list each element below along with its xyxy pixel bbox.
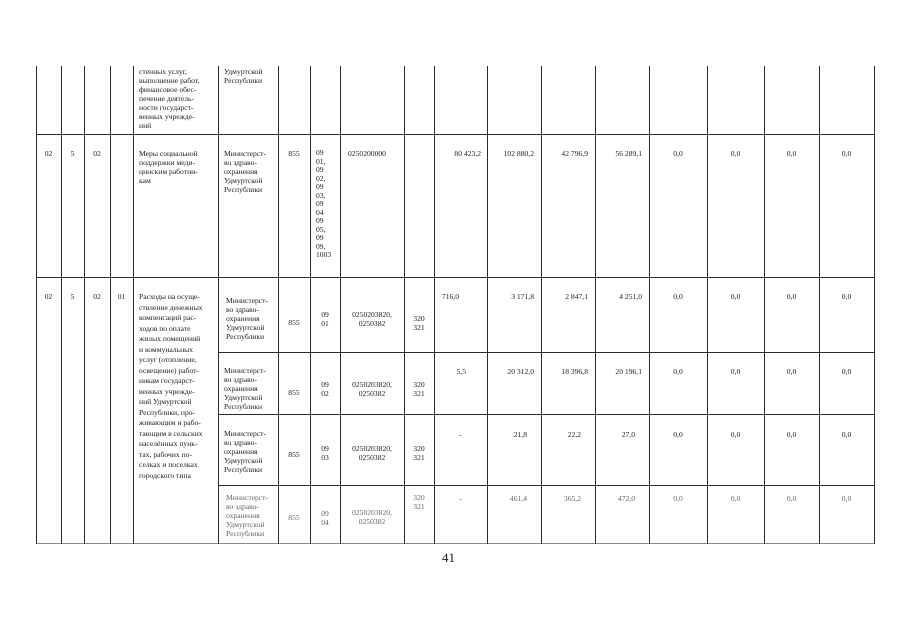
cell-name: Меры социальной поддержки меди- цинским работни- кам (139, 149, 198, 185)
grid-line (707, 66, 708, 544)
grid-line (434, 66, 435, 544)
cell-value: 461,4 (509, 494, 527, 503)
cell-value: 0,0 (841, 494, 852, 503)
grid-line (36, 277, 875, 278)
cell-value: 5,5 (456, 367, 466, 376)
grid-line (36, 134, 875, 135)
cell-value: 365,2 (563, 494, 581, 503)
cell-value: 0,0 (730, 494, 741, 503)
cell-csr: 0250200000 (348, 149, 386, 158)
cell-rzpr: 09 04 (321, 509, 329, 527)
cell-vr: 320 321 (413, 314, 425, 332)
grid-line (649, 66, 650, 544)
cell-m: 01 (117, 292, 126, 301)
grid-line (310, 66, 311, 544)
cell-value: 0,0 (673, 494, 683, 503)
cell-value: 0,0 (673, 292, 683, 301)
cell-grbs: 855 (288, 318, 300, 327)
cell-grbs: 855 (288, 513, 300, 522)
cell-value: 21,8 (513, 430, 527, 439)
cell-rzpr: 09 01 (321, 310, 329, 328)
cell-value: 0,0 (841, 149, 852, 158)
cell-vr: 320 321 (413, 380, 425, 398)
continuation-name: стенных услуг, выполнение работ, финансовое обес- печение деятель- ности государст- венных учрежде- ний (139, 67, 200, 130)
grid-line (218, 414, 875, 415)
cell-rzpr: 09 03 (321, 444, 329, 462)
grid-line (404, 66, 405, 544)
grid-line (84, 66, 85, 544)
cell-value: 0,0 (730, 292, 741, 301)
cell-value: 472,0 (617, 494, 635, 503)
cell-csr: 0250203820, 0250382 (352, 508, 392, 526)
cell-value: 0,0 (786, 149, 797, 158)
grid-line (218, 352, 875, 353)
grid-line (110, 66, 111, 544)
cell-value: 0,0 (673, 430, 683, 439)
cell-value: 56 289,1 (615, 149, 642, 158)
cell-gp: 02 (44, 292, 53, 301)
cell-value: 0,0 (730, 149, 741, 158)
continuation-executor: Удмуртской Республики (224, 67, 263, 85)
grid-line (764, 66, 765, 544)
cell-value: 102 880,2 (503, 149, 534, 158)
cell-value: 42 796,9 (561, 149, 588, 158)
grid-line (218, 485, 875, 486)
grid-line (36, 66, 37, 544)
grid-line (819, 66, 820, 544)
cell-value: 22,2 (567, 430, 581, 439)
cell-value: 27,0 (621, 430, 635, 439)
cell-value: 0,0 (730, 430, 741, 439)
cell-rzpr: 09 01, 09 02, 09 03, 09 04 09 05, 09 09, 1003 (316, 148, 332, 259)
cell-value: 2 847,1 (565, 292, 588, 301)
cell-value: 4 251,0 (619, 292, 642, 301)
page-number: 41 (442, 550, 455, 565)
cell-value: 0,0 (786, 292, 797, 301)
cell-grbs: 855 (288, 388, 300, 397)
cell-value: 0,0 (786, 430, 797, 439)
cell-pp: 5 (70, 149, 75, 158)
cell-vr: 320 321 (413, 444, 425, 462)
cell-om: 02 (93, 149, 101, 158)
cell-value: 0,0 (841, 292, 852, 301)
cell-value: - (459, 494, 462, 503)
cell-value: 0,0 (786, 494, 797, 503)
grid-line (541, 66, 542, 544)
cell-value: 20 312,0 (507, 367, 534, 376)
cell-executor: Министерст- во здраво- охранения Удмуртской Республики (224, 366, 267, 411)
cell-value: 80 423,2 (454, 149, 481, 158)
cell-csr: 0250203820, 0250382 (352, 380, 392, 398)
cell-value: 0,0 (841, 430, 852, 439)
cell-value: 0,0 (730, 367, 741, 376)
cell-executor: Министерст- во здраво- охранения Удмуртской Республики (226, 296, 269, 341)
cell-grbs: 855 (288, 149, 300, 158)
cell-rzpr: 09 02 (321, 380, 329, 398)
cell-value: 3 171,8 (511, 292, 534, 301)
grid-line (595, 66, 596, 544)
cell-csr: 0250203820, 0250382 (352, 444, 392, 462)
cell-value: 0,0 (786, 367, 797, 376)
cell-value: 0,0 (841, 367, 852, 376)
cell-value: 716,0 (441, 292, 459, 301)
cell-name: Расходы на осуще- ствление денежных компенсаций рас- ходов по оплате жилых помещений и коммунальных услуг (отопление, освещение) работ- никам государст- венных учрежде- ний Удмуртской Республики, про- живающим и рабо- тающим в сельских населённых пунк- тах, рабочих по- селках и поселках городского типа (139, 292, 203, 480)
cell-value: 0,0 (673, 367, 683, 376)
cell-pp: 5 (70, 292, 75, 301)
grid-line (874, 66, 875, 544)
cell-grbs: 855 (288, 450, 300, 459)
cell-om: 02 (93, 292, 101, 301)
cell-value: 0,0 (673, 149, 683, 158)
grid-line (487, 66, 488, 544)
cell-executor: Министерст- во здраво- охранения Удмуртской Республики (224, 429, 267, 474)
cell-value: - (459, 430, 462, 439)
grid-line (278, 66, 279, 544)
grid-line (133, 66, 134, 544)
cell-vr: 320 321 (413, 493, 425, 511)
cell-executor: Министерст- во здраво- охранения Удмуртской Республики (226, 493, 269, 538)
cell-value: 18 396,8 (561, 367, 588, 376)
grid-line (61, 66, 62, 544)
cell-value: 20 196,1 (615, 367, 642, 376)
grid-line (340, 66, 341, 544)
grid-line (218, 66, 219, 544)
cell-csr: 0250203820, 0250382 (352, 310, 392, 328)
grid-line (36, 543, 875, 544)
cell-executor: Министерст- во здраво- охранения Удмуртской Республики (224, 149, 267, 194)
cell-gp: 02 (44, 149, 53, 158)
